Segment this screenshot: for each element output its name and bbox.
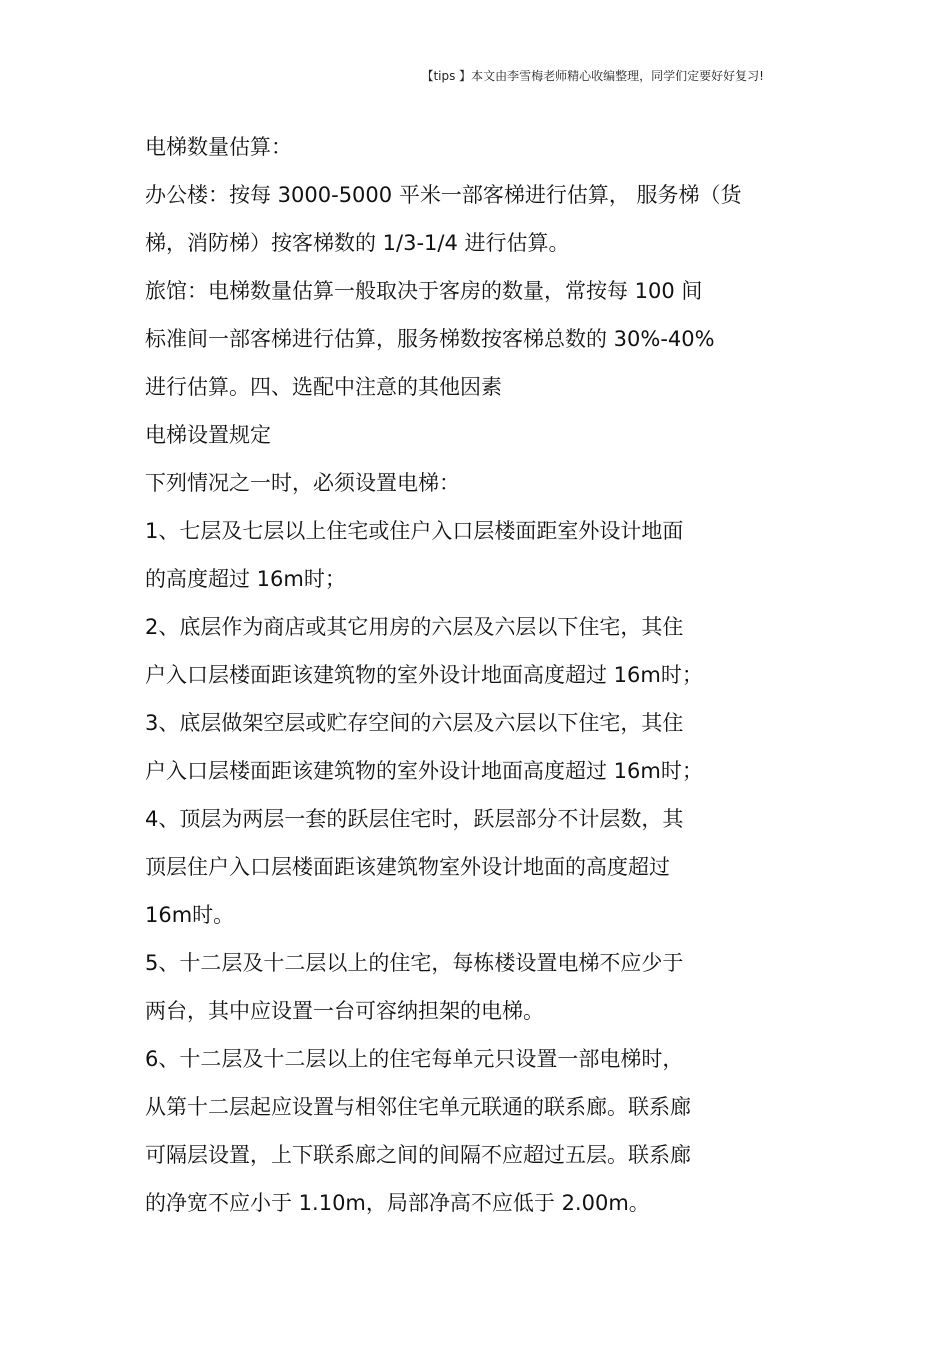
- list-item: 1、七层及七层以上住宅或住户入口层楼面距室外设计地面: [145, 519, 684, 543]
- text-line: 的高度超过 16m时；: [145, 567, 346, 591]
- text-line: 旅馆：电梯数量估算一般取决于客房的数量，常按每 100 间: [145, 279, 703, 303]
- text-line: 两台，其中应设置一台可容纳担架的电梯。: [145, 999, 544, 1023]
- list-item: 2、底层作为商店或其它用房的六层及六层以下住宅，其住: [145, 615, 684, 639]
- text-line: 梯，消防梯）按客梯数的 1/3-1/4 进行估算。: [145, 231, 570, 255]
- text-line: 户入口层楼面距该建筑物的室外设计地面高度超过 16m时；: [145, 663, 703, 687]
- text-line: 下列情况之一时，必须设置电梯：: [145, 471, 460, 495]
- header-tip: 【tips 】本文由李雪梅老师精心收编整理，同学们定要好好复习!: [421, 69, 764, 83]
- list-item: 6、十二层及十二层以上的住宅每单元只设置一部电梯时，: [145, 1047, 684, 1071]
- section-title-elevator-estimate: 电梯数量估算：: [145, 135, 292, 159]
- text-line: 户入口层楼面距该建筑物的室外设计地面高度超过 16m时；: [145, 759, 703, 783]
- list-item: 4、顶层为两层一套的跃层住宅时，跃层部分不计层数，其: [145, 807, 684, 831]
- text-line: 办公楼：按每 3000-5000 平米一部客梯进行估算， 服务梯（货: [145, 183, 742, 207]
- text-line: 进行估算。四、选配中注意的其他因素: [145, 375, 502, 399]
- text-line: 标准间一部客梯进行估算，服务梯数按客梯总数的 30%-40%: [145, 327, 715, 351]
- text-line: 16m时。: [145, 903, 235, 927]
- text-line: 从第十二层起应设置与相邻住宅单元联通的联系廊。联系廊: [145, 1095, 691, 1119]
- text-line: 顶层住户入口层楼面距该建筑物室外设计地面的高度超过: [145, 855, 670, 879]
- text-line: 可隔层设置，上下联系廊之间的间隔不应超过五层。联系廊: [145, 1143, 691, 1167]
- list-item: 5、十二层及十二层以上的住宅，每栋楼设置电梯不应少于: [145, 951, 684, 975]
- text-line: 的净宽不应小于 1.10m，局部净高不应低于 2.00m。: [145, 1191, 650, 1215]
- section-title-elevator-rules: 电梯设置规定: [145, 423, 271, 447]
- list-item: 3、底层做架空层或贮存空间的六层及六层以下住宅，其住: [145, 711, 684, 735]
